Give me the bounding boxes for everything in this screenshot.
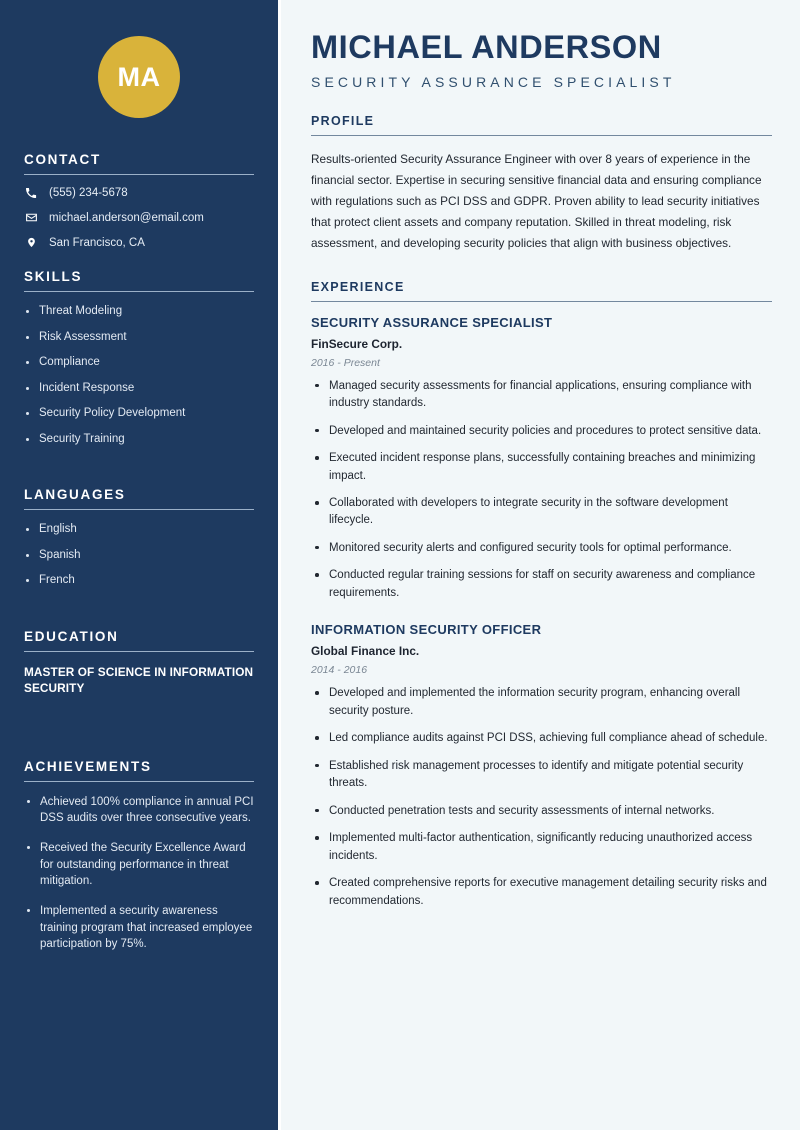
profile-text: Results-oriented Security Assurance Engineer with over 8 years of experience in the financial sector. Expertise in securing sensitive financial data and ensuring compliance with regulations such as PCI DSS and GDPR. Proven ability to lead security initiatives that protect client assets and company reputation. Skilled in threat modeling, risk assessment, and developing security policies that align with business objectives.: [311, 151, 762, 250]
list-item: French: [24, 573, 254, 589]
list-item: Implemented multi-factor authentication, significantly reducing unauthorized access incidents.: [311, 830, 772, 865]
job-bullet-list: [311, 378, 772, 603]
list-item: Managed security assessments for financial applications, ensuring compliance with industry standards.: [311, 378, 772, 413]
envelope-icon: [24, 211, 38, 224]
skills-section: [24, 269, 254, 447]
job-company: Global Finance Inc.: [311, 644, 420, 659]
skills-divider: [24, 291, 254, 292]
education-section: [24, 629, 254, 697]
contact-divider: [24, 174, 254, 175]
contact-email-value: michael.anderson@email.com: [49, 211, 204, 224]
list-item: English: [24, 522, 254, 538]
job-subtitle: SECURITY ASSURANCE SPECIALIST: [311, 73, 676, 90]
list-item: Established risk management processes to identify and mitigate potential security threats.: [311, 758, 772, 793]
contact-email-row[interactable]: [24, 211, 254, 224]
education-divider: [24, 651, 254, 652]
experience-section: [311, 280, 772, 910]
page-title: MICHAEL ANDERSON: [311, 29, 662, 65]
spacer: [24, 609, 254, 629]
list-item: Conducted penetration tests and security assessments of internal networks.: [311, 803, 772, 820]
skills-heading: SKILLS: [24, 269, 83, 284]
spacer: [24, 467, 254, 487]
list-item: Created comprehensive reports for executive management detailing security risks and recommendations.: [311, 875, 772, 910]
contact-section: [24, 152, 254, 249]
achievements-heading: ACHIEVEMENTS: [24, 758, 152, 774]
profile-section: [311, 114, 772, 254]
profile-divider: [311, 135, 772, 136]
list-item: Risk Assessment: [24, 330, 254, 346]
education-heading: EDUCATION: [24, 628, 119, 644]
avatar: MA: [98, 36, 180, 118]
job-company: FinSecure Corp.: [311, 336, 403, 351]
spacer: [24, 717, 254, 759]
experience-divider: [311, 301, 772, 302]
list-item: Spanish: [24, 548, 254, 564]
achievements-section: [24, 759, 254, 953]
experience-entry: [311, 315, 772, 369]
languages-list: [24, 522, 254, 589]
achievements-divider: [24, 781, 254, 782]
job-title: INFORMATION SECURITY OFFICER: [311, 622, 542, 638]
list-item: Monitored security alerts and configured security tools for optimal performance.: [311, 540, 772, 557]
avatar-container: [24, 0, 254, 152]
sidebar: [0, 0, 278, 1130]
experience-heading: EXPERIENCE: [311, 279, 405, 294]
job-title: SECURITY ASSURANCE SPECIALIST: [311, 314, 553, 330]
contact-phone-value: (555) 234-5678: [49, 187, 128, 199]
list-item: Developed and maintained security policies and procedures to protect sensitive data.: [311, 423, 772, 440]
location-pin-icon: [24, 236, 38, 249]
achievements-list: [24, 794, 254, 953]
phone-icon: [24, 187, 38, 199]
experience-entry: [311, 622, 772, 676]
languages-section: [24, 487, 254, 589]
contact-location-value: San Francisco, CA: [49, 236, 145, 249]
list-item: Received the Security Excellence Award for outstanding performance in threat mitigation.: [24, 840, 254, 890]
list-item: Implemented a security awareness training program that increased employee participation by 75%.: [24, 903, 254, 953]
list-item: Compliance: [24, 355, 254, 371]
profile-heading: PROFILE: [311, 113, 375, 128]
list-item: Achieved 100% compliance in annual PCI DSS audits over three consecutive years.: [24, 794, 254, 827]
list-item: Developed and implemented the information security program, enhancing overall security posture.: [311, 685, 772, 720]
list-item: Incident Response: [24, 381, 254, 397]
job-dates: 2016 - Present: [311, 356, 380, 369]
contact-location-row[interactable]: [24, 236, 254, 249]
contact-heading: CONTACT: [24, 152, 101, 167]
list-item: Threat Modeling: [24, 304, 254, 320]
list-item: Collaborated with developers to integrate security in the software development lifecycle.: [311, 495, 772, 530]
list-item: Led compliance audits against PCI DSS, achieving full compliance ahead of schedule.: [311, 730, 772, 747]
job-dates: 2014 - 2016: [311, 664, 368, 677]
job-bullet-list: [311, 685, 772, 910]
list-item: Executed incident response plans, successfully containing breaches and minimizing impact.: [311, 450, 772, 485]
contact-phone-row[interactable]: [24, 187, 254, 199]
languages-heading: LANGUAGES: [24, 487, 126, 503]
list-item: Security Policy Development: [24, 406, 254, 422]
list-item: Conducted regular training sessions for staff on security awareness and compliance requirements.: [311, 567, 772, 602]
education-degree: MASTER OF SCIENCE IN INFORMATION SECURITY: [24, 664, 254, 696]
main-content: [278, 0, 800, 1130]
skills-list: [24, 304, 254, 447]
list-item: Security Training: [24, 432, 254, 448]
languages-divider: [24, 509, 254, 510]
